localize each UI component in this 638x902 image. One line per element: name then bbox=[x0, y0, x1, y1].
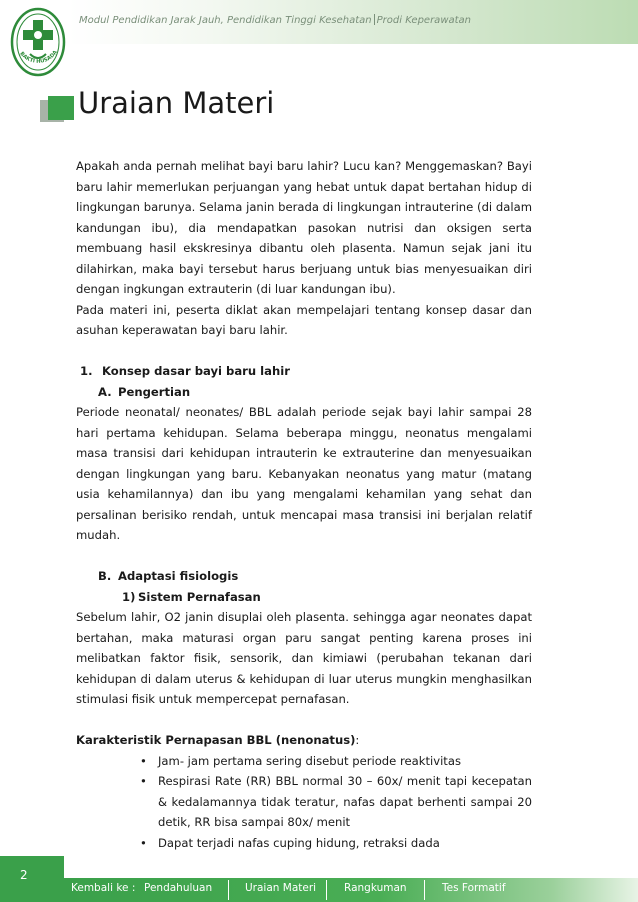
title-decoration bbox=[40, 96, 74, 122]
nav-divider bbox=[228, 880, 229, 900]
nav-link-tes-formatif[interactable]: Tes Formatif bbox=[442, 882, 506, 894]
nav-link-pendahuluan[interactable]: Pendahuluan bbox=[144, 882, 213, 894]
main-content bbox=[76, 156, 532, 853]
header-module-text: Modul Pendidikan Jarak Jauh, Pendidikan Tinggi Kesehatan Prodi Keperawatan bbox=[79, 15, 472, 26]
list-item: • Jam- jam pertama sering disebut periode reaktivitas bbox=[140, 753, 461, 768]
page-number: 2 bbox=[20, 868, 28, 882]
section-heading-1: 1. Konsep dasar bayi baru lahir bbox=[80, 364, 290, 378]
subsection-heading-a: A. Pengertian bbox=[98, 384, 191, 399]
footer-nav bbox=[64, 878, 638, 902]
page-number-box bbox=[0, 856, 64, 902]
list-item: • Dapat terjadi nafas cuping hidung, retraksi dada bbox=[140, 835, 440, 850]
karakteristik-heading: Karakteristik Pernapasan BBL (nenonatus): bbox=[76, 733, 360, 747]
nav-divider bbox=[424, 880, 425, 900]
pengertian-paragraph: Periode neonatal/ neonates/ BBL adalah periode sejak bayi lahir sampai 28 hari pertama kehidupan. Selama beberapa minggu, neonatus mengalami masa transisi dari kehidupan intrauterin ke extrauterine dan menyesuaikan dengan lingkungan yang baru. Kebanyakan neonatus yang matur (matang usia kehamilannya) dan ibu yang mengalami kehamilan yang sehat dan persalinan berisiko rendah, untuk mencapai masa transisi ini berjalan relatif mudah. bbox=[76, 405, 532, 542]
page-title: Uraian Materi bbox=[78, 86, 275, 120]
header-separator bbox=[374, 14, 375, 25]
nav-link-rangkuman[interactable]: Rangkuman bbox=[344, 882, 407, 894]
pernafasan-paragraph: Sebelum lahir, O2 janin disuplai oleh plasenta. sehingga agar neonates dapat bertahan, maka maturasi organ paru sangat penting karena proses ini melibatkan faktor fisik, sensorik, dan kimiawi (perubahan tekanan dari kehidupan di dalam uterus & kehidupan di luar uterus mungkin menghasilkan stimulasi fisik untuk mempercepat pernafasan. bbox=[76, 610, 532, 706]
bakti-husada-logo bbox=[10, 6, 66, 80]
sub-heading-sistem-pernafasan: 1) Sistem Pernafasan bbox=[122, 589, 261, 604]
footer-bar bbox=[0, 856, 638, 902]
karakteristik-list bbox=[138, 751, 532, 854]
intro-paragraph-2: Pada materi ini, peserta diklat akan mempelajari tentang konsep dasar dan asuhan keperawatan bayi baru lahir. bbox=[76, 302, 532, 337]
nav-link-uraian-materi[interactable]: Uraian Materi bbox=[245, 882, 317, 894]
intro-paragraph-1: Apakah anda pernah melihat bayi baru lahir? Lucu kan? Menggemaskan? Bayi baru lahir memerlukan perjuangan yang hebat untuk dapat bertahan hidup di lingkungan barunya. Selama janin berada di lingkungan intrauterine (di dalam kandungan ibu), dia mendapatkan pasokan nutrisi dan oksigen serta membuang hasil ekskresinya dibantu oleh plasenta. Namun sejak jani itu dilahirkan, maka bayi tersebut harus berjuang untuk bias menyesuaikan diri dengan ingkungan extrauterin (di luar kandungan ibu). bbox=[76, 159, 532, 296]
subsection-heading-b: B. Adaptasi fisiologis bbox=[98, 569, 239, 583]
svg-text:BAKTI HUSADA: BAKTI HUSADA bbox=[18, 49, 59, 65]
nav-divider bbox=[326, 880, 327, 900]
back-to-label: Kembali ke : bbox=[71, 882, 136, 894]
list-item: • Respirasi Rate (RR) BBL normal 30 – 60x/ menit tapi kecepatan & kedalamannya tidak teratur, nafas dapat berhenti sampai 20 detik, RR bisa sampai 80x/ menit bbox=[140, 774, 532, 829]
